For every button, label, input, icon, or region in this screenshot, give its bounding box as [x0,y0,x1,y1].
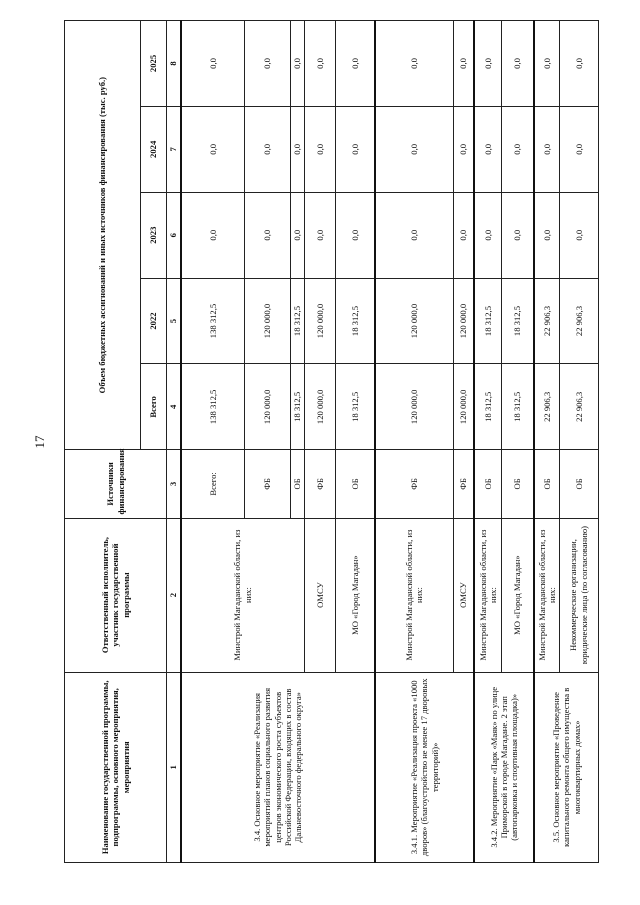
header-year: 2025 [141,21,167,107]
cell-value: 18 312,5 [501,278,534,364]
row-source: ФБ [245,450,291,518]
cell-value: 0,0 [474,192,501,278]
row-source: ОБ [290,450,304,518]
header-name: Наименование государственной программы, подпрограммы, основного мероприятия, мероприятия [65,672,167,862]
cell-value: 0,0 [305,21,336,107]
cell-value: 138 312,5 [181,364,245,450]
column-number: 3 [167,450,181,518]
table-row [375,21,454,863]
cell-value: 0,0 [290,192,304,278]
cell-value: 18 312,5 [290,278,304,364]
row-source: ФБ [305,450,336,518]
column-number: 6 [167,192,181,278]
table-row [181,21,245,863]
cell-value: 0,0 [474,21,501,107]
page-number: 17 [32,435,47,449]
row-executor: Минстрой Магаданской области, из них: [375,518,454,672]
financing-table [64,20,599,863]
cell-value: 18 312,5 [336,364,375,450]
header-total: Всего [141,364,167,450]
cell-value: 18 312,5 [501,364,534,450]
cell-value: 0,0 [181,106,245,192]
column-number: 5 [167,278,181,364]
row-source: ФБ [454,450,475,518]
row-executor: Минстрой Магаданской области, из них: [181,518,305,672]
cell-value: 0,0 [454,21,475,107]
cell-value: 0,0 [245,192,291,278]
row-name: 3.4.2. Мероприятие «Парк «Маяк» по улице Приморской в городе Магадане. 2 этап (автопарковка и спортивная площадка)» [474,672,534,862]
row-name: 3.5. Основное мероприятие «Проведение капитального ремонта общего имущества в многоквартирных домах» [534,672,598,862]
column-number: 1 [167,672,181,862]
cell-value: 0,0 [501,21,534,107]
rotated-page-area [64,20,599,863]
cell-value: 120 000,0 [454,278,475,364]
row-name: 3.4.1. Мероприятие «Реализация проекта «1000 дворов» (благоустройство не менее 17 дворовых территорий)» [375,672,474,862]
cell-value: 120 000,0 [375,364,454,450]
header-source: Источники финансирования [65,450,167,518]
cell-value: 0,0 [501,106,534,192]
cell-value: 0,0 [534,21,559,107]
cell-value: 0,0 [559,21,598,107]
row-executor: МО «Город Магадан» [336,518,375,672]
cell-value: 0,0 [375,192,454,278]
cell-value: 0,0 [559,192,598,278]
cell-value: 22 906,3 [559,364,598,450]
column-number: 2 [167,518,181,672]
cell-value: 0,0 [290,106,304,192]
cell-value: 0,0 [534,192,559,278]
row-name: 3.4. Основное мероприятие «Реализация мероприятий планов социального развития центров экономического роста субъектов Российской Федерации, входящих в состав Дальневосточного федерального округа» [181,672,375,862]
row-executor: ОМСУ [305,518,336,672]
cell-value: 22 906,3 [534,278,559,364]
header-year: 2023 [141,192,167,278]
cell-value: 0,0 [454,106,475,192]
row-source: ОБ [336,450,375,518]
header-executor: Ответственный исполнитель, участник государственной программы [65,518,167,672]
cell-value: 0,0 [181,192,245,278]
cell-value: 120 000,0 [454,364,475,450]
cell-value: 0,0 [305,106,336,192]
row-executor: Некоммерческие организации, юридические лица (по согласованию) [559,518,598,672]
cell-value: 120 000,0 [305,278,336,364]
column-number: 8 [167,21,181,107]
row-source: ОБ [501,450,534,518]
cell-value: 22 906,3 [559,278,598,364]
cell-value: 0,0 [336,21,375,107]
cell-value: 0,0 [559,106,598,192]
column-number: 4 [167,364,181,450]
cell-value: 18 312,5 [290,364,304,450]
cell-value: 0,0 [454,192,475,278]
row-executor: МО «Город Магадан» [501,518,534,672]
cell-value: 0,0 [474,106,501,192]
table-rotation-wrapper [64,20,599,863]
cell-value: 0,0 [336,106,375,192]
header-year: 2024 [141,106,167,192]
row-source: ОБ [534,450,559,518]
row-source: Всего: [181,450,245,518]
row-executor: Минстрой Магаданской области, из них: [474,518,501,672]
cell-value: 0,0 [336,192,375,278]
table-row [534,21,559,863]
cell-value: 18 312,5 [474,278,501,364]
table-row [474,21,501,863]
cell-value: 0,0 [245,21,291,107]
cell-value: 0,0 [245,106,291,192]
row-executor: ОМСУ [454,518,475,672]
row-source: ОБ [559,450,598,518]
cell-value: 0,0 [501,192,534,278]
cell-value: 120 000,0 [375,278,454,364]
cell-value: 138 312,5 [181,278,245,364]
cell-value: 120 000,0 [245,278,291,364]
cell-value: 0,0 [181,21,245,107]
cell-value: 0,0 [290,21,304,107]
cell-value: 0,0 [375,21,454,107]
cell-value: 120 000,0 [305,364,336,450]
cell-value: 120 000,0 [245,364,291,450]
header-volume: Объем бюджетных ассигнований и иных источников финансирования (тыс. руб.) [65,21,141,450]
row-source: ФБ [375,450,454,518]
cell-value: 18 312,5 [336,278,375,364]
header-year: 2022 [141,278,167,364]
cell-value: 0,0 [375,106,454,192]
cell-value: 0,0 [534,106,559,192]
row-executor: Минстрой Магаданской области, из них: [534,518,559,672]
cell-value: 0,0 [305,192,336,278]
cell-value: 22 906,3 [534,364,559,450]
cell-value: 18 312,5 [474,364,501,450]
row-source: ОБ [474,450,501,518]
column-number: 7 [167,106,181,192]
